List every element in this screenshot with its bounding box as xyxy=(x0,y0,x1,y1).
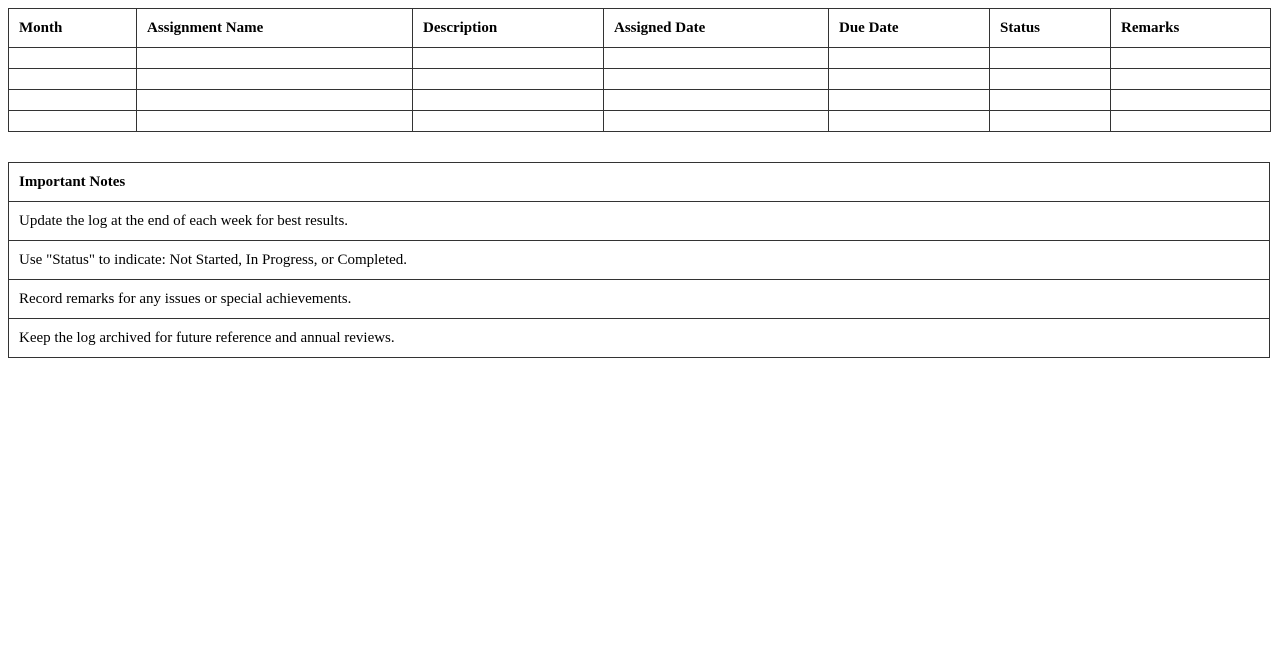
table-cell xyxy=(604,90,829,111)
table-cell xyxy=(9,111,137,132)
column-header-description: Description xyxy=(413,9,604,48)
table-cell xyxy=(1111,90,1271,111)
note-row xyxy=(9,280,1270,319)
table-cell xyxy=(137,90,413,111)
table-cell xyxy=(829,90,990,111)
table-cell xyxy=(990,48,1111,69)
table-cell xyxy=(1111,48,1271,69)
table-row xyxy=(9,90,1271,111)
table-cell xyxy=(1111,69,1271,90)
table-cell xyxy=(413,111,604,132)
column-header-assigned-date: Assigned Date xyxy=(604,9,829,48)
note-item: Record remarks for any issues or special achievements. xyxy=(9,280,1270,319)
note-item: Keep the log archived for future reference and annual reviews. xyxy=(9,319,1270,358)
notes-header-row xyxy=(9,163,1270,202)
column-header-month: Month xyxy=(9,9,137,48)
column-header-remarks: Remarks xyxy=(1111,9,1271,48)
table-cell xyxy=(604,111,829,132)
table-cell xyxy=(604,48,829,69)
note-row xyxy=(9,202,1270,241)
table-cell xyxy=(9,48,137,69)
table-cell xyxy=(137,111,413,132)
table-cell xyxy=(1111,111,1271,132)
note-item: Update the log at the end of each week for best results. xyxy=(9,202,1270,241)
table-cell xyxy=(604,69,829,90)
table-cell xyxy=(829,48,990,69)
table-row xyxy=(9,111,1271,132)
table-cell xyxy=(990,90,1111,111)
note-item: Use "Status" to indicate: Not Started, In Progress, or Completed. xyxy=(9,241,1270,280)
table-cell xyxy=(137,48,413,69)
table-header-row xyxy=(9,9,1271,48)
table-cell xyxy=(829,111,990,132)
notes-heading: Important Notes xyxy=(9,163,1270,202)
column-header-status: Status xyxy=(990,9,1111,48)
table-cell xyxy=(9,69,137,90)
table-row xyxy=(9,69,1271,90)
table-row xyxy=(9,48,1271,69)
table-cell xyxy=(990,111,1111,132)
table-cell xyxy=(137,69,413,90)
table-cell xyxy=(829,69,990,90)
important-notes-table xyxy=(8,162,1270,358)
column-header-due-date: Due Date xyxy=(829,9,990,48)
table-cell xyxy=(413,90,604,111)
table-cell xyxy=(9,90,137,111)
assignment-log-table xyxy=(8,8,1271,132)
table-cell xyxy=(990,69,1111,90)
table-cell xyxy=(413,69,604,90)
table-cell xyxy=(413,48,604,69)
column-header-assignment-name: Assignment Name xyxy=(137,9,413,48)
note-row xyxy=(9,319,1270,358)
note-row xyxy=(9,241,1270,280)
